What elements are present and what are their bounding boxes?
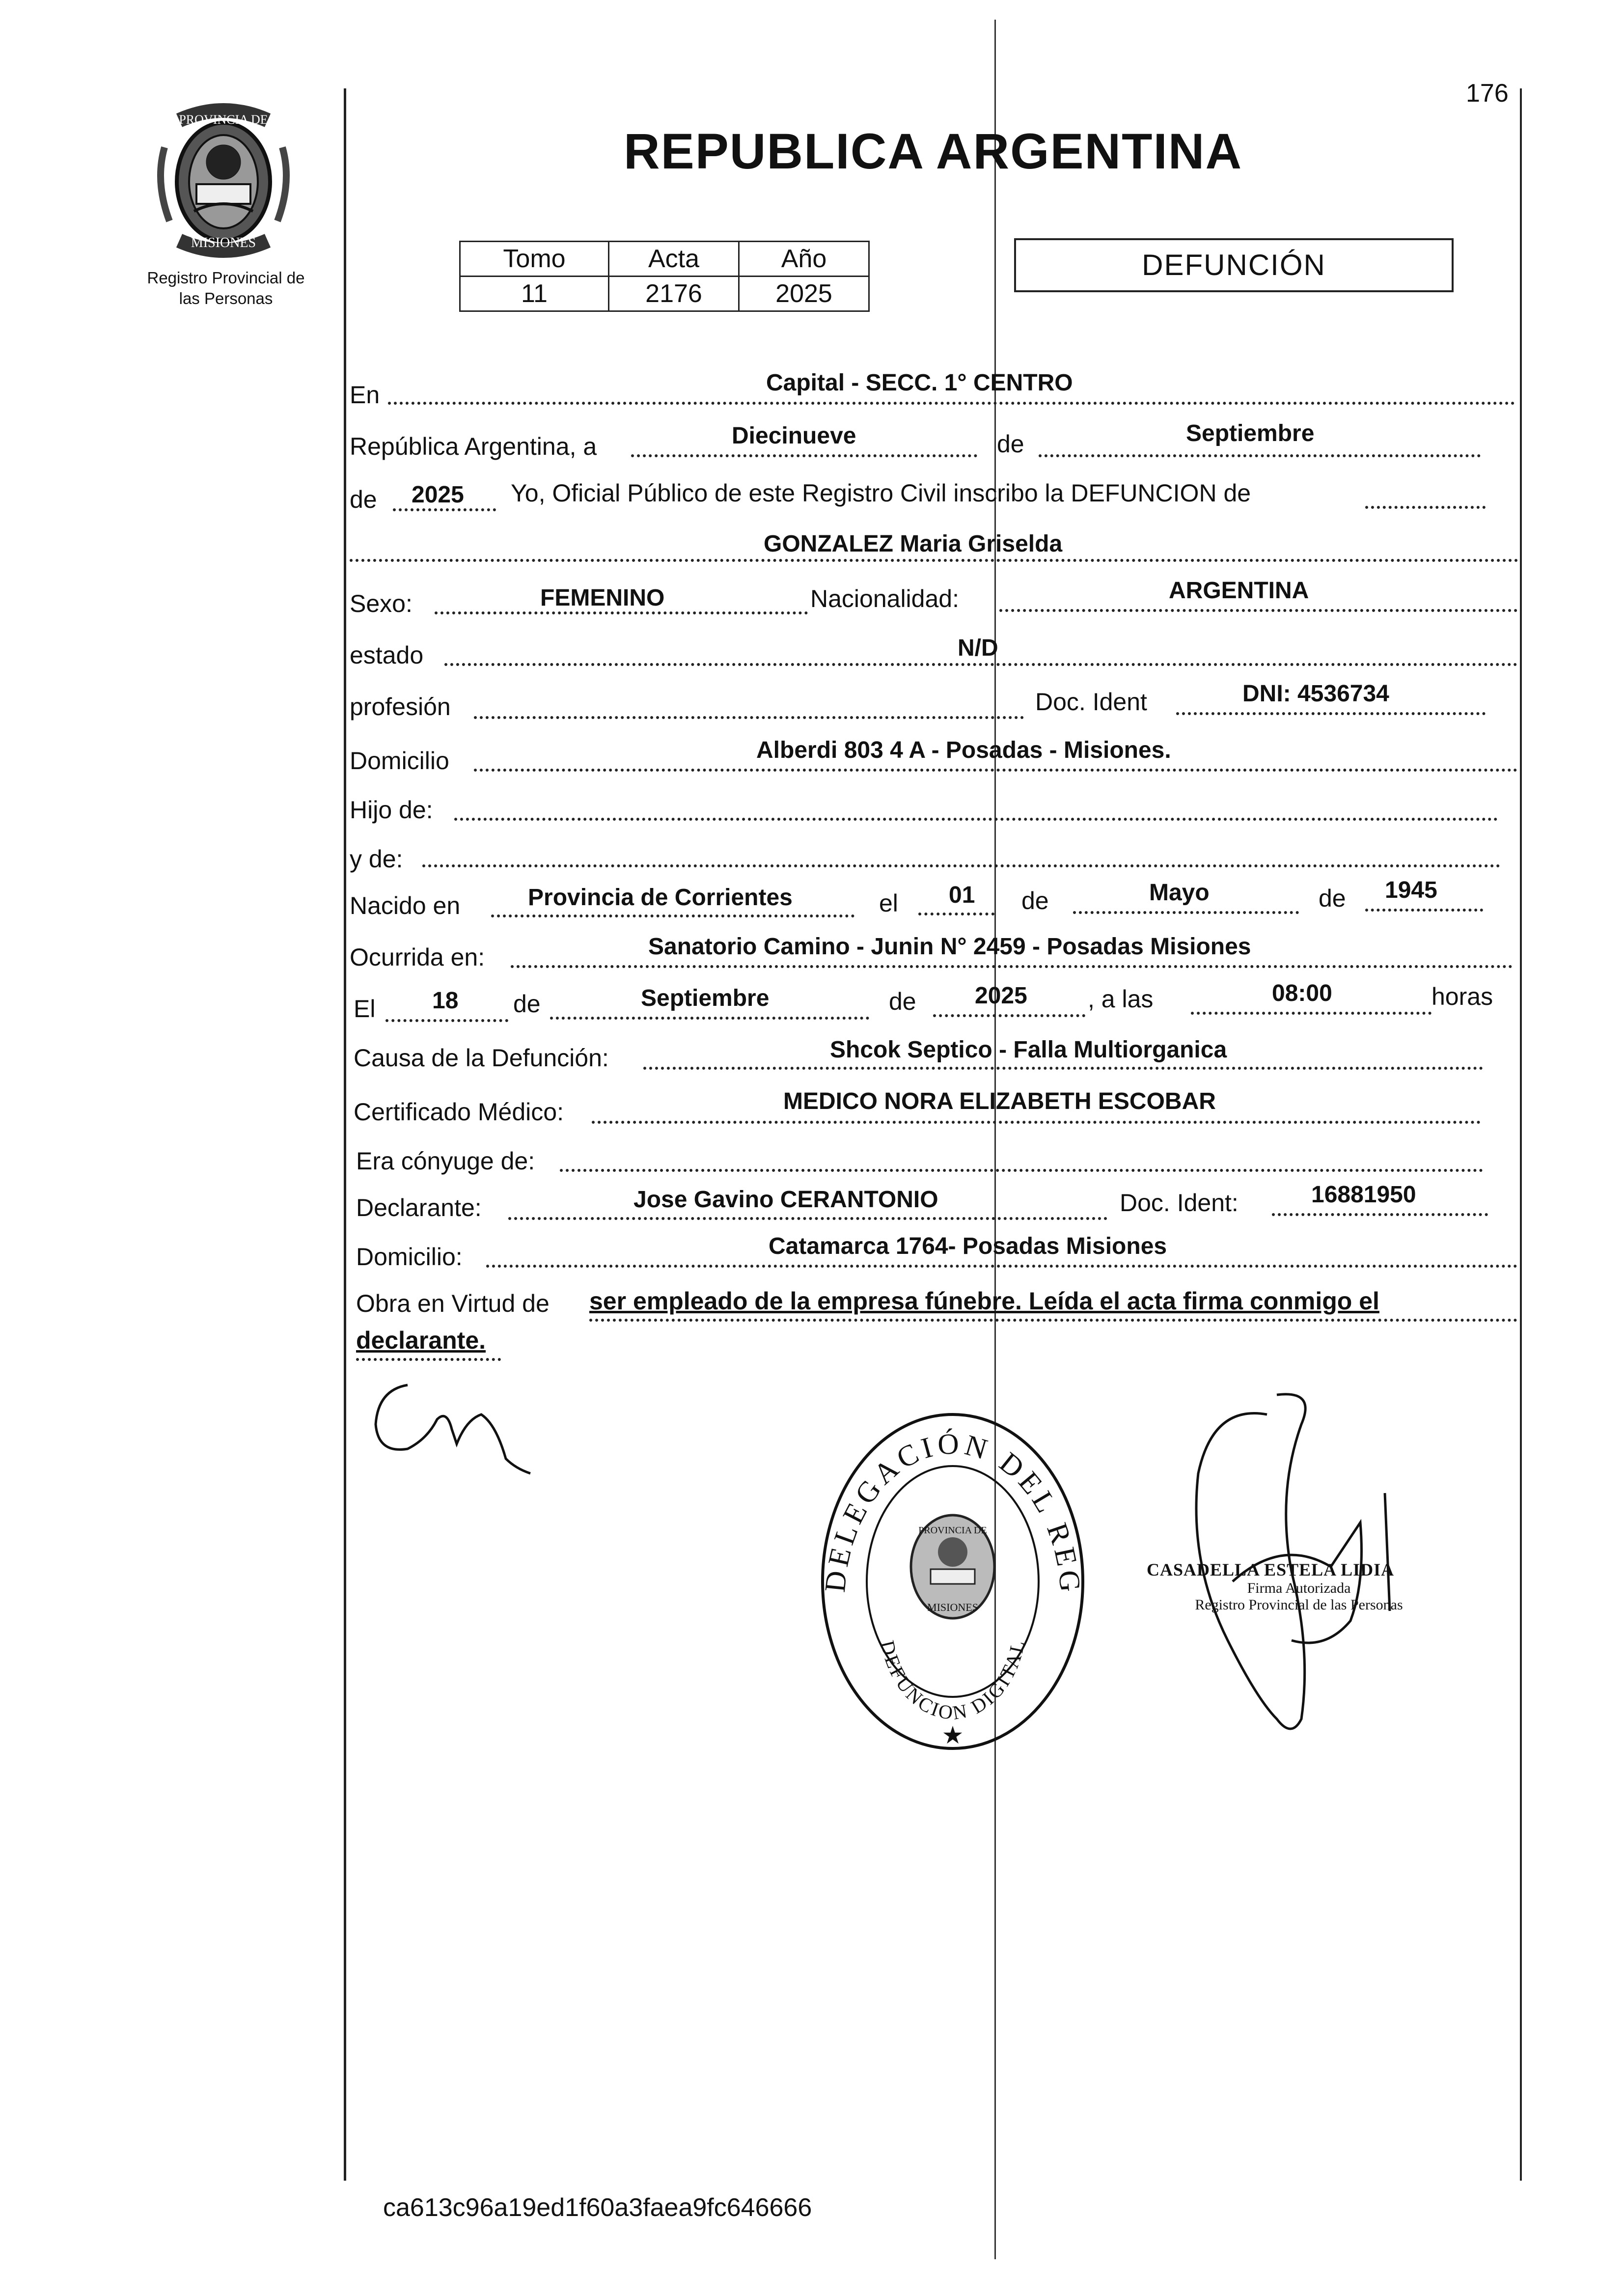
- province-logo: [150, 98, 297, 260]
- place-line: [388, 402, 1515, 405]
- birth-month-line: [1073, 911, 1299, 914]
- stamp-outer-text: DELEGACIÓN DEL REG: [818, 1427, 1087, 1597]
- document-type: DEFUNCIÓN: [1014, 238, 1454, 292]
- death-time-value: 08:00: [1272, 980, 1332, 1006]
- ocurrida-line: [511, 965, 1513, 968]
- obra-line2: [356, 1358, 501, 1361]
- obra-label: Obra en Virtud de: [356, 1290, 550, 1317]
- day-words-value: Diecinueve: [732, 423, 856, 449]
- en-label: En: [350, 381, 380, 409]
- anio-value: 2025: [739, 277, 869, 311]
- birth-day-value: 01: [949, 882, 975, 908]
- registry-name: [123, 268, 329, 309]
- sexo-line: [435, 611, 808, 614]
- obra-line: [589, 1319, 1517, 1322]
- acta-header: Acta: [609, 242, 739, 277]
- y-de-line: [422, 864, 1500, 867]
- death-day-line: [385, 1019, 508, 1022]
- domicilio2-label: Domicilio:: [356, 1243, 463, 1271]
- signer-organization: Registro Provincial de las Personas: [1195, 1597, 1403, 1613]
- republica-label: República Argentina, a: [350, 433, 597, 460]
- record-table: [459, 241, 870, 312]
- nacionalidad-label: Nacionalidad:: [810, 585, 959, 612]
- doc-ident-label: Doc. Ident: [1035, 688, 1147, 716]
- causa-label: Causa de la Defunción:: [354, 1044, 609, 1072]
- domicilio-label: Domicilio: [350, 747, 449, 775]
- de3-label: de: [1021, 887, 1049, 914]
- signer-role: Firma Autorizada: [1247, 1580, 1351, 1596]
- causa-line: [643, 1067, 1483, 1070]
- year-line: [393, 508, 496, 511]
- estado-value: N/D: [958, 635, 998, 661]
- logo-top-text: PROVINCIA DE: [179, 112, 268, 127]
- profesion-label: profesión: [350, 693, 451, 720]
- nacido-label: Nacido en: [350, 892, 461, 919]
- sexo-value: FEMENINO: [540, 585, 665, 611]
- tomo-header: Tomo: [460, 242, 609, 277]
- left-margin-line: [344, 88, 346, 2181]
- oficial-line: [1365, 506, 1486, 509]
- profesion-line: [474, 716, 1024, 719]
- oficial-text: Yo, Oficial Público de este Registro Civil inscribo la DEFUNCION de: [511, 479, 1251, 507]
- birth-month-value: Mayo: [1149, 880, 1210, 906]
- logo-bottom-text: MISIONES: [191, 235, 256, 250]
- registry-name-line1: Registro Provincial de: [147, 269, 305, 287]
- death-year-value: 2025: [975, 983, 1027, 1009]
- month-value: Septiembre: [1186, 420, 1315, 446]
- conyuge-line: [560, 1169, 1483, 1172]
- ocurrida-label: Ocurrida en:: [350, 943, 485, 971]
- doc-ident-line: [1176, 712, 1486, 715]
- death-day-value: 18: [432, 988, 459, 1014]
- certificado-value: MEDICO NORA ELIZABETH ESCOBAR: [783, 1088, 1216, 1114]
- de-label: de: [997, 430, 1024, 458]
- domicilio-value: Alberdi 803 4 A - Posadas - Misiones.: [756, 737, 1171, 763]
- declarante-value: Jose Gavino CERANTONIO: [633, 1187, 938, 1213]
- de4-label: de: [1319, 885, 1346, 912]
- de2-label: de: [350, 486, 377, 513]
- de6-label: de: [889, 988, 916, 1015]
- month-line: [1039, 454, 1481, 457]
- acta-value: 2176: [609, 277, 739, 311]
- de5-label: de: [513, 990, 541, 1018]
- causa-value: Shcok Septico - Falla Multiorganica: [830, 1037, 1227, 1063]
- hijo-line: [454, 818, 1498, 821]
- death-time-line: [1191, 1012, 1431, 1015]
- declarant-signature: [368, 1370, 540, 1478]
- el-label: el: [879, 889, 898, 917]
- stamp-seal-bottom: MISIONES: [927, 1601, 978, 1613]
- certificado-line: [592, 1121, 1481, 1124]
- page-number: 176: [1466, 79, 1509, 108]
- year-value: 2025: [412, 482, 464, 508]
- nacionalidad-value: ARGENTINA: [1169, 578, 1309, 604]
- svg-text:DEFUNCION DIGITAL: [876, 1637, 1029, 1724]
- tomo-value: 11: [460, 277, 609, 311]
- document-hash: ca613c96a19ed1f60a3faea9fc646666: [383, 2193, 812, 2222]
- official-stamp: [815, 1405, 1090, 1758]
- certificado-label: Certificado Médico:: [354, 1098, 564, 1126]
- birth-year-value: 1945: [1385, 877, 1437, 903]
- a-las-label: , a las: [1088, 985, 1154, 1013]
- declarante-domicilio-value: Catamarca 1764- Posadas Misiones: [769, 1233, 1167, 1259]
- death-month-line: [550, 1017, 869, 1020]
- death-year-line: [933, 1014, 1085, 1017]
- birth-year-line: [1365, 909, 1483, 912]
- name-line: [350, 559, 1518, 562]
- right-margin-line: [1520, 88, 1522, 2181]
- signature-block: [1147, 1559, 1451, 1613]
- doc-ident-value: DNI: 4536734: [1242, 681, 1389, 707]
- center-fold-line: [994, 20, 996, 2259]
- horas-label: horas: [1431, 983, 1493, 1010]
- estado-label: estado: [350, 641, 424, 669]
- y-de-label: y de:: [350, 845, 403, 873]
- obra-text-line1: ser empleado de la empresa fúnebre. Leída el acta firma conmigo el: [589, 1287, 1379, 1315]
- stamp-inner-text: DEFUNCION DIGITAL: [876, 1636, 1030, 1724]
- el2-label: El: [354, 995, 376, 1023]
- place-value: Capital - SECC. 1° CENTRO: [766, 370, 1073, 396]
- stamp-seal-top: PROVINCIA DE: [918, 1525, 987, 1536]
- document-title: REPUBLICA ARGENTINA: [624, 123, 1243, 179]
- signer-name: CASADELLA ESTELA LIDIA: [1147, 1560, 1395, 1579]
- domicilio2-line: [486, 1265, 1517, 1268]
- nacionalidad-line: [999, 609, 1517, 612]
- doc-ident2-label: Doc. Ident:: [1120, 1189, 1239, 1217]
- hijo-label: Hijo de:: [350, 796, 433, 824]
- deceased-name: GONZALEZ Maria Griselda: [764, 531, 1063, 557]
- nacido-line: [491, 914, 854, 917]
- death-month-value: Septiembre: [641, 985, 770, 1011]
- obra-text-line2: declarante.: [356, 1327, 486, 1354]
- declarante-line: [508, 1217, 1107, 1220]
- ocurrida-value: Sanatorio Camino - Junin N° 2459 - Posadas Misiones: [648, 934, 1251, 960]
- birth-day-line: [918, 913, 994, 915]
- anio-header: Año: [739, 242, 869, 277]
- star-icon: ★: [941, 1721, 964, 1749]
- day-line: [631, 454, 977, 457]
- declarante-label: Declarante:: [356, 1194, 482, 1221]
- estado-line: [444, 663, 1517, 666]
- nacido-value: Provincia de Corrientes: [528, 885, 793, 911]
- domicilio-line: [474, 769, 1517, 772]
- declarante-doc-line: [1272, 1213, 1488, 1216]
- declarante-doc-value: 16881950: [1311, 1182, 1416, 1208]
- registry-name-line2: las Personas: [179, 289, 273, 307]
- sexo-label: Sexo:: [350, 590, 413, 617]
- conyuge-label: Era cónyuge de:: [356, 1147, 535, 1175]
